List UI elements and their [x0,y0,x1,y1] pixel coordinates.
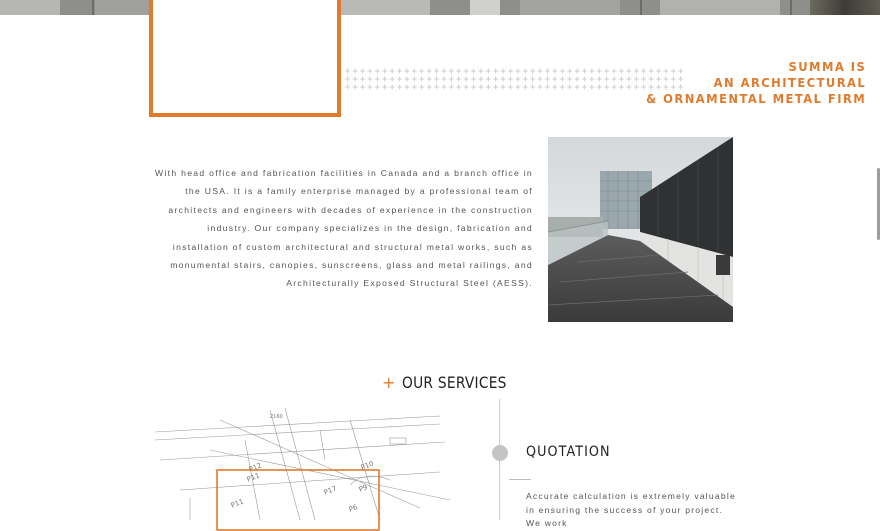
svg-text:2160: 2160 [270,414,283,420]
svg-text:P11: P11 [229,497,245,510]
building-photo [548,137,733,322]
quotation-title: QUOTATION [526,444,611,460]
services-heading [382,373,524,392]
blueprint-drawing [150,400,450,520]
svg-text:P12: P12 [247,461,263,474]
headline-line-3: & ORNAMENTAL METAL FIRM [645,91,866,106]
intro-paragraph: With head office and fabrication facilities in Canada and a branch office in the USA. It is a family enterprise managed by a professional team of architects and engineers with decades of experience in the construction industry. Our company specializes in the design, fabrication and installation of custom architectural and structural metal works, such as monumental stairs, canopies, sunscreens, glass and metal railings, and Architecturally Exposed Structural Steel (AESS). [155,168,533,289]
quotation-description: Accurate calculation is extremely valuable in ensuring the success of your project. We work [526,491,736,528]
svg-text:P9: P9 [357,483,369,494]
headline-line-1: SUMMA IS [788,59,866,74]
headline-line-2: AN ARCHITECTURAL [713,75,866,90]
plus-icon: + [382,372,396,392]
svg-text:P17: P17 [322,484,338,497]
timeline-dot [492,445,508,461]
svg-text:P11: P11 [245,471,261,484]
services-title: OUR SERVICES [402,373,508,392]
hero-image-strip [0,0,880,15]
svg-text:P6: P6 [347,503,359,514]
headline-box [149,0,341,117]
decorative-cross-pattern [344,67,684,93]
quotation-divider [509,479,531,480]
svg-text:P10: P10 [359,459,375,472]
